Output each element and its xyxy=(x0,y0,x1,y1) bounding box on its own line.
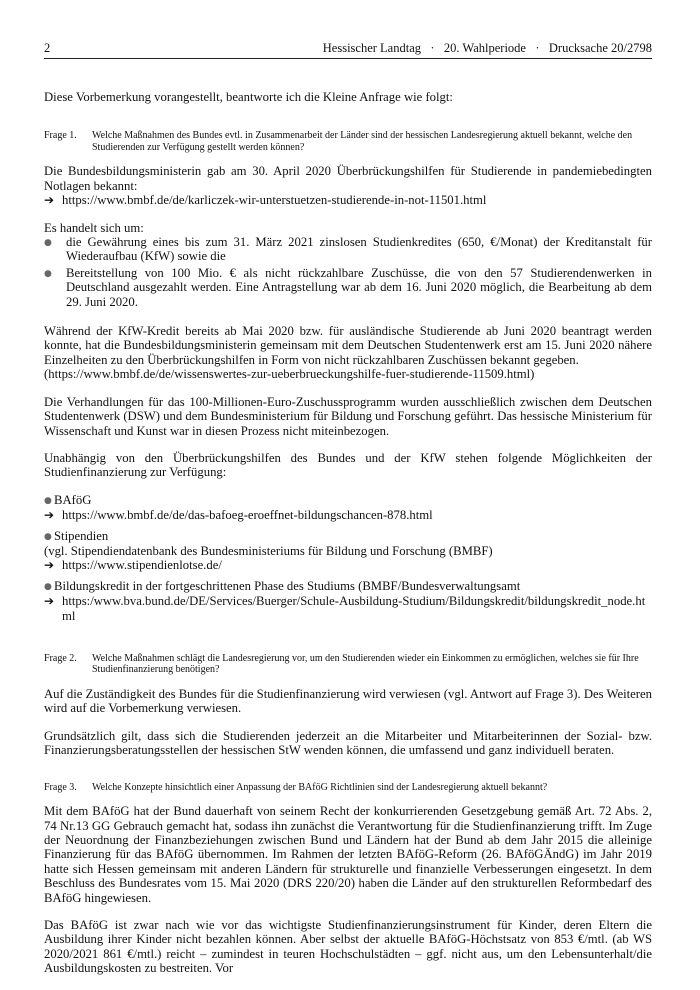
answer-1-paragraph-3: Die Verhandlungen für das 100-Millionen-Euro-Zuschussprogramm wurden ausschließlich zwischen dem Deutschen Studentenwerk (DSW) und dem Bundesministerium für Bildung und Forschung geführt. Das hessische Ministerium für Wissenschaft und Kunst war in diesen Prozess nicht miteinbezogen. xyxy=(44,394,652,438)
bullet-icon: ● xyxy=(44,238,52,249)
answer-1-paragraph-1: Die Bundesbildungsministerin gab am 30. April 2020 Überbrückungshilfen für Studierende in pandemiebedingten Notlagen bekannt: xyxy=(44,164,652,193)
list-item xyxy=(44,235,652,264)
arrow-right-icon: ➔ xyxy=(44,594,55,609)
option-bildungskredit xyxy=(44,579,652,594)
question-1 xyxy=(44,130,652,153)
option-stipendien-note: (vgl. Stipendiendatenbank des Bundesministeriums für Bildung und Forschung (BMBF) xyxy=(44,543,493,558)
arrow-right-icon: ➔ xyxy=(44,193,55,208)
question-2 xyxy=(44,653,652,676)
question-3-text: Welche Konzepte hinsichtlich einer Anpassung der BAföG Richtlinien sind der Landesregierung aktuell bekannt? xyxy=(92,781,548,793)
question-3-label: Frage 3. xyxy=(44,781,77,793)
bullet-icon: ● xyxy=(44,531,52,542)
option-bildungskredit-link xyxy=(44,594,652,623)
link-url[interactable]: https:/www.bva.bund.de/DE/Services/Buerger/Schule-Ausbildung-Studium/Bildungskredit/bildungskredit_node.html xyxy=(62,594,646,623)
answer-1-bullet-list xyxy=(44,235,652,309)
answer-3-paragraph-1: Mit dem BAföG hat der Bund dauerhaft von seinem Recht der konkurrierenden Gesetzgebung gemäß Art. 72 Abs. 2, 74 Nr.13 GG Gebrauch gemacht hat, sodass ihn zunächst die Verantwortung für die Studienfinanzierung trifft. Im Zuge der Neuordnung der Finanzbeziehungen zwischen Bund und Ländern hat der Bund ab dem Jahr 2015 die alleinige Finanzierung für das BAföG übernommen. Im Rahmen der letzten BAföG-Reform (26. BAföGÄndG) im Jahr 2019 hatte sich Hessen gemeinsam mit anderen Ländern für strukturelle und finanzielle Verbesserungen eingesetzt. In dem Beschluss des Bundesrates vom 15. Mai 2020 (DRS 220/20) haben die Länder auf den strukturellen Reformbedarf des BAföG hingewiesen. xyxy=(44,804,652,905)
page-header xyxy=(44,41,652,59)
bullet-icon: ● xyxy=(44,581,52,592)
option-bildungskredit-label: Bildungskredit in der fortgeschrittenen Phase des Studiums (BMBF/Bundesverwaltungsamt xyxy=(54,578,521,593)
arrow-right-icon: ➔ xyxy=(44,558,55,573)
option-stipendien-link xyxy=(44,558,652,572)
answer-3-paragraph-2: Das BAföG ist zwar nach wie vor das wichtigste Studienfinanzierungsinstrument für Kinder, deren Eltern die Ausbildung ihrer Kinder nicht bezahlen können. Aber selbst der aktuelle BAföG-Höchstsatz von 853 €/mtl. (ab WS 2020/2021 861 €/mtl.) reicht – zumindest in teuren Hochschulstädten – ggf. nicht aus, um den Lebensunterhalt/die Ausbildungskosten zu bestreiten. Vor xyxy=(44,917,652,976)
answer-1-paragraph-2: Während der KfW-Kredit bereits ab Mai 2020 bzw. für ausländische Studierende ab Juni 2020 beantragt werden konnte, hat die Bundesbildungsministerin gemeinsam mit dem Deutschen Studentenwerk erst am 15. Juni 2020 nähere Einzelheiten zu den Überbrückungshilfen in Form von nicht rückzahlbaren Zuschüssen bekannt gegeben. xyxy=(44,324,652,367)
option-bafoeg xyxy=(44,493,652,508)
answer-1-intro: Es handelt sich um: xyxy=(44,220,144,235)
answer-2-paragraph-1: Auf die Zuständigkeit des Bundes für die Studienfinanzierung wird verwiesen (vgl. Antwort auf Frage 3). Des Weiteren wird auf die Vorbemerkung verwiesen. xyxy=(44,686,652,716)
answer-1-paragraph-2-link[interactable]: (https://www.bmbf.de/de/wissenswertes-zur-ueberbrueckungshilfe-fuer-studierende-11509.html) xyxy=(44,367,535,382)
answer-1-link-1 xyxy=(44,193,652,207)
question-2-text: Welche Maßnahmen schlägt die Landesregierung vor, um den Studierenden wieder ein Einkommen zu ermöglichen, welches sie für Ihre Studienfinanzierung benötigen? xyxy=(92,652,639,676)
list-item xyxy=(44,266,652,309)
page-number: 2 xyxy=(44,41,51,55)
link-url[interactable]: https://www.stipendienlotse.de/ xyxy=(62,558,222,573)
option-bafoeg-label: BAföG xyxy=(54,492,92,507)
question-1-label: Frage 1. xyxy=(44,130,77,142)
option-bafoeg-link xyxy=(44,508,652,522)
question-3 xyxy=(44,782,652,794)
list-item-text: die Gewährung eines bis zum 31. März 2021 zinslosen Studienkredites (650, €/Monat) der Kreditanstalt für Wiederaufbau (KfW) sowie die xyxy=(66,235,652,264)
header-meta: Hessischer Landtag · 20. Wahlperiode · Drucksache 20/2798 xyxy=(322,41,652,55)
header-rule xyxy=(44,58,652,59)
answer-2-paragraph-2: Grundsätzlich gilt, dass sich die Studierenden jederzeit an die Mitarbeiter und Mitarbeiterinnen der Sozial- bzw. Finanzierungsberatungsstellen der hessischen StW wenden können, die umfassend und ganz individuell beraten. xyxy=(44,728,652,758)
bullet-icon: ● xyxy=(44,495,52,506)
lead-sentence: Diese Vorbemerkung vorangestellt, beantworte ich die Kleine Anfrage wie folgt: xyxy=(44,90,453,104)
link-url[interactable]: https://www.bmbf.de/de/das-bafoeg-eroeffnet-bildungschancen-878.html xyxy=(62,508,433,523)
bullet-icon: ● xyxy=(44,268,52,279)
document-body xyxy=(44,90,652,976)
link-url[interactable]: https://www.bmbf.de/de/karliczek-wir-unterstuetzen-studierende-in-not-11501.html xyxy=(62,193,487,208)
option-stipendien-label: Stipendien xyxy=(54,528,109,543)
question-1-text: Welche Maßnahmen des Bundes evtl. in Zusammenarbeit der Länder sind der hessischen Landesregierung aktuell bekannt, welche den Studierenden zur Verfügung gestellt werden können? xyxy=(92,130,633,153)
answer-1-paragraph-4: Unabhängig von den Überbrückungshilfen des Bundes und der KfW stehen folgende Möglichkeiten der Studienfinanzierung zur Verfügung: xyxy=(44,450,652,480)
list-item-text: Bereitstellung von 100 Mio. € als nicht rückzahlbare Zuschüsse, die von den 57 Studierendenwerken in Deutschland ausgezahlt werden. Eine Antragstellung war ab dem 16. Juni 2020 möglich, die Bearbeitung ab dem 29. Juni 2020. xyxy=(66,265,652,309)
option-stipendien xyxy=(44,529,652,544)
arrow-right-icon: ➔ xyxy=(44,508,55,523)
question-2-label: Frage 2. xyxy=(44,652,77,664)
